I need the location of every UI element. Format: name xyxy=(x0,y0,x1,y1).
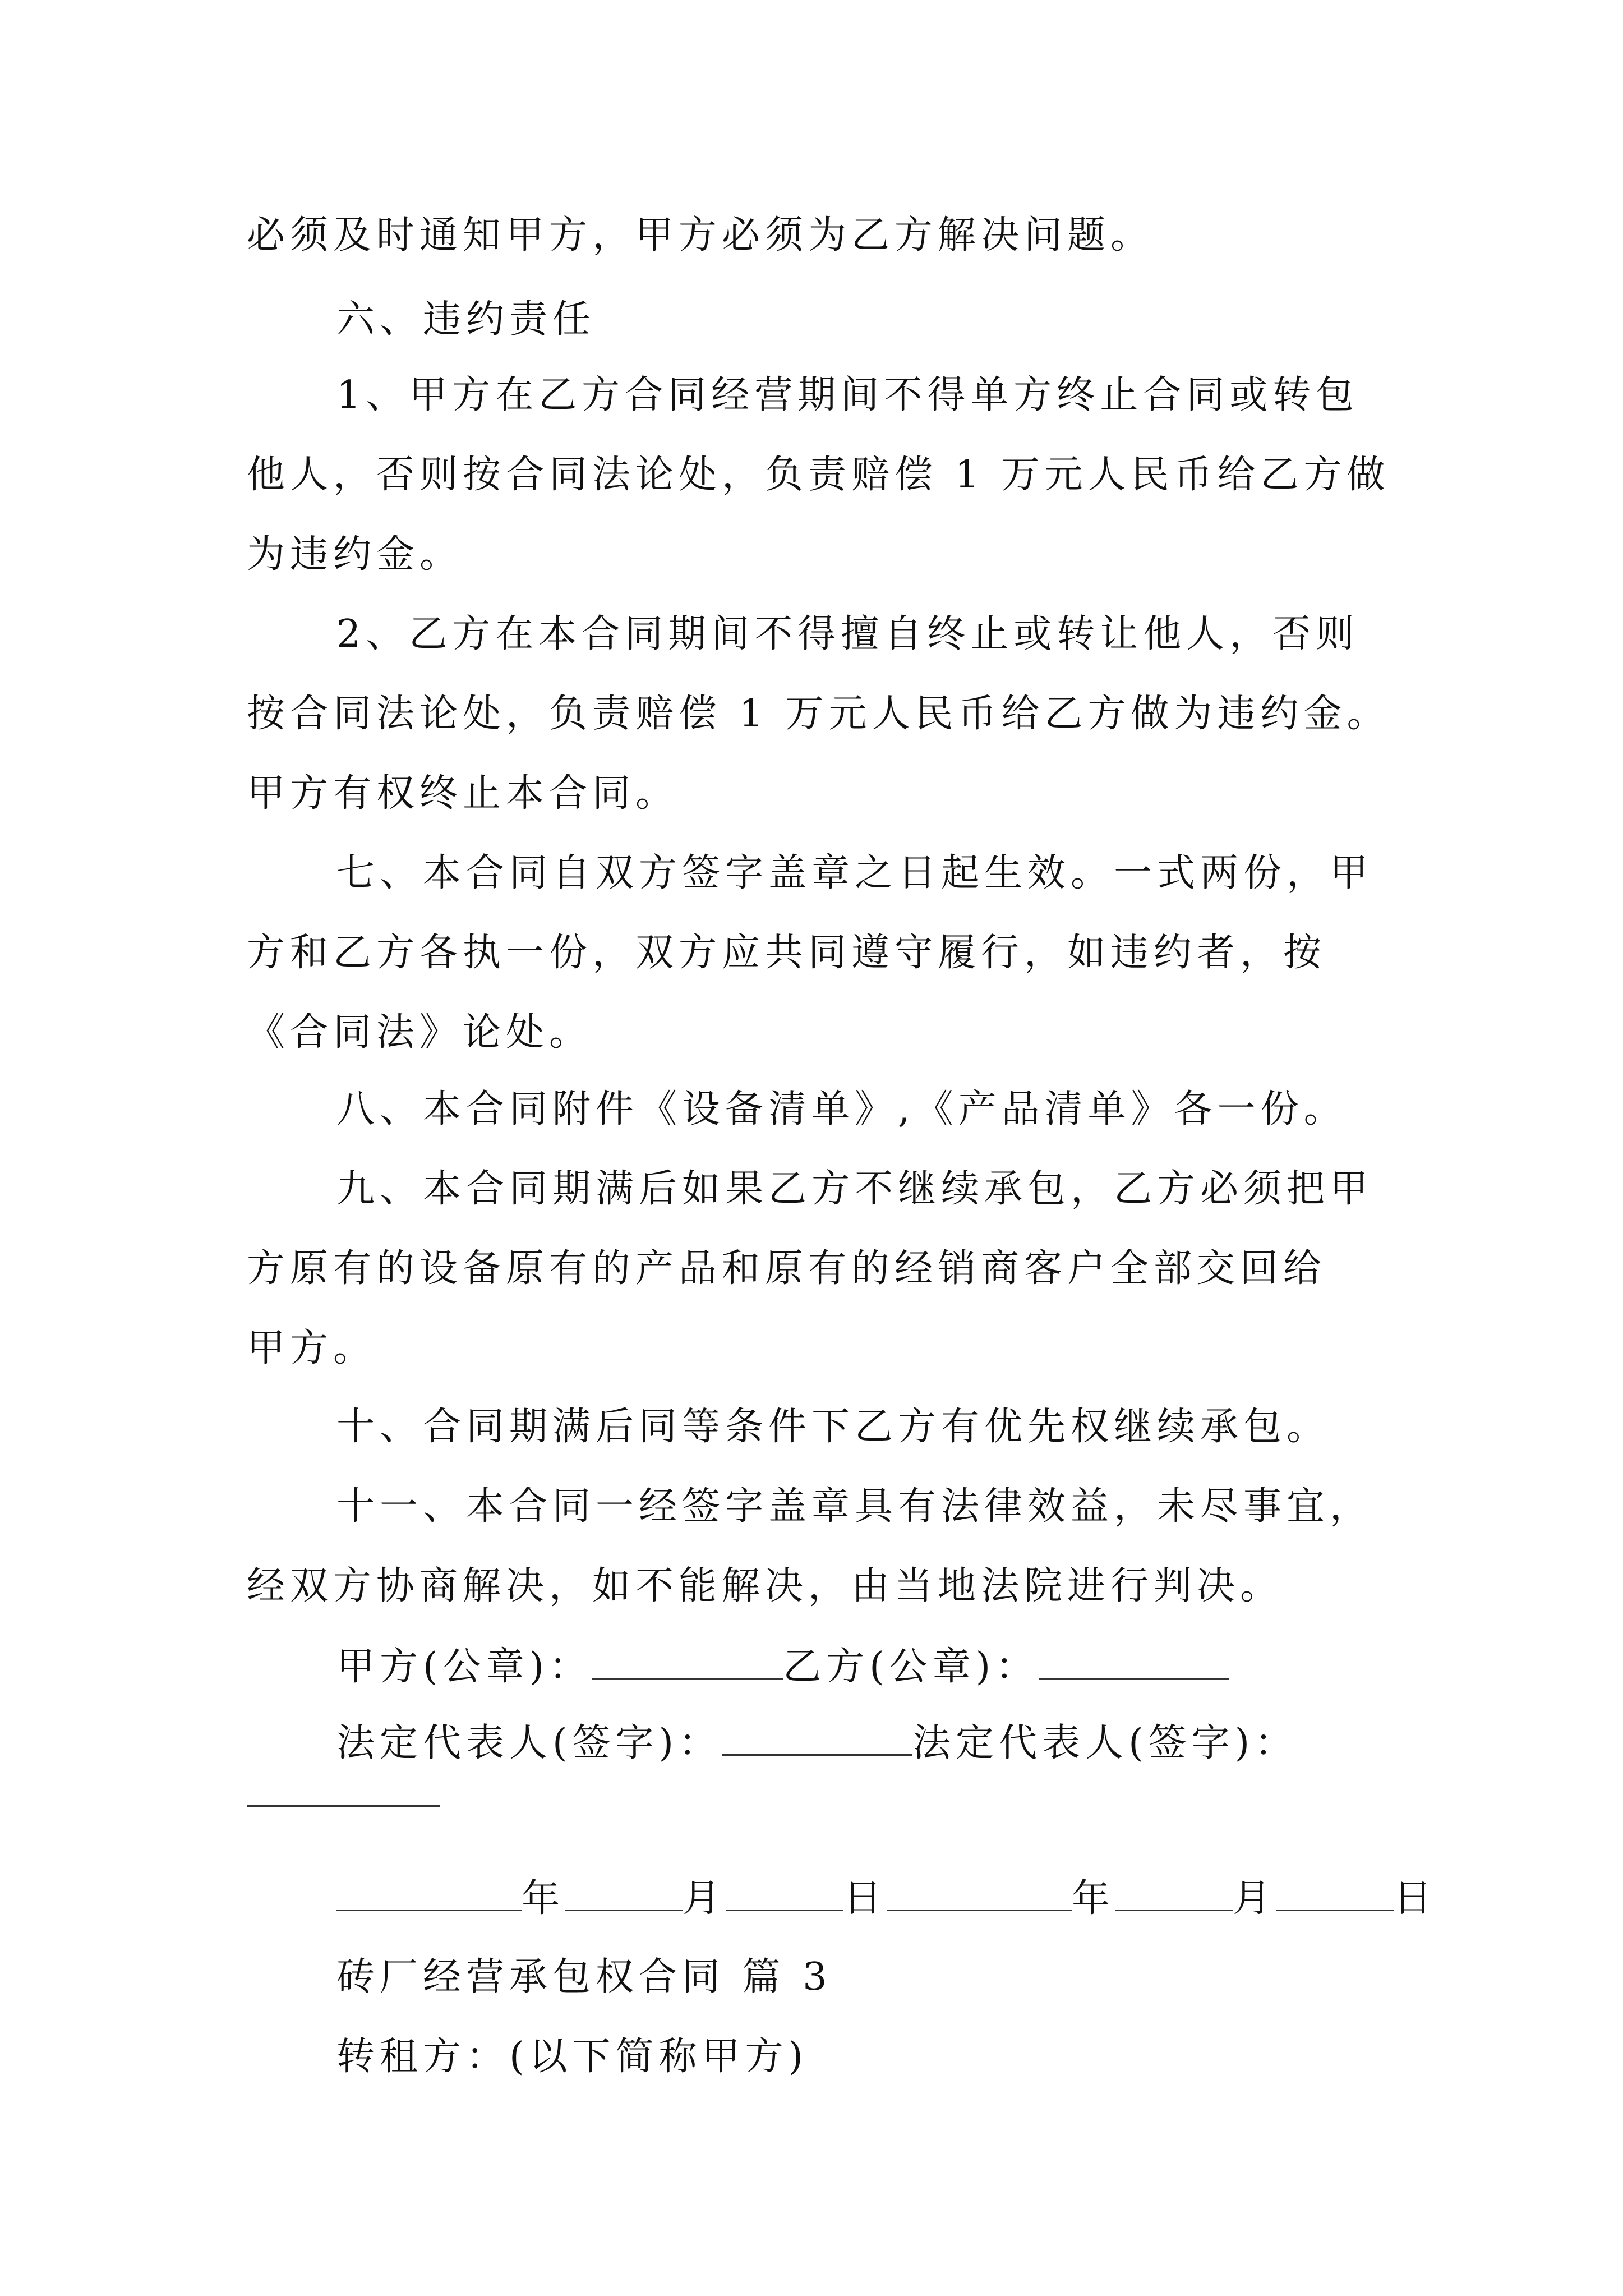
paragraph-line: 经双方协商解决，如不能解决，由当地法院进行判决。 xyxy=(247,1564,1284,1608)
lessor-line: 转租方：(以下简称甲方) xyxy=(336,2035,809,2079)
day-label-b: 日 xyxy=(1394,1876,1437,1921)
legal-rep-b-blank xyxy=(247,1805,440,1807)
paragraph-line: 1、甲方在乙方合同经营期间不得单方终止合同或转包 xyxy=(336,373,1359,417)
party-b-seal-label: 乙方(公章)： xyxy=(783,1645,1039,1689)
year-blank-a xyxy=(336,1876,522,1911)
month-blank-a xyxy=(565,1876,683,1911)
section-heading-breach: 六、违约责任 xyxy=(336,297,596,342)
paragraph-line: 甲方有权终止本合同。 xyxy=(247,771,679,816)
paragraph-line: 甲方。 xyxy=(247,1326,377,1370)
paragraph-line: 他人，否则按合同法论处，负责赔偿 1 万元人民币给乙方做 xyxy=(247,453,1390,497)
paragraph-line: 九、本合同期满后如果乙方不继续承包，乙方必须把甲 xyxy=(336,1167,1373,1211)
legal-rep-a-label: 法定代表人(签字)： xyxy=(336,1721,722,1765)
paragraph-line: 方和乙方各执一份，双方应共同遵守履行，如违约者，按 xyxy=(247,931,1327,975)
month-blank-b xyxy=(1115,1876,1233,1911)
paragraph-line: 十一、本合同一经签字盖章具有法律效益，未尽事宜， xyxy=(336,1484,1373,1529)
paragraph-line: 按合同法论处，负责赔偿 1 万元人民币给乙方做为违约金。 xyxy=(247,692,1390,736)
legal-rep-a-blank xyxy=(722,1720,912,1756)
paragraph-line: 2、乙方在本合同期间不得擅自终止或转让他人，否则 xyxy=(336,612,1359,656)
legal-rep-b-label: 法定代表人(签字)： xyxy=(912,1721,1298,1765)
paragraph-line: 七、本合同自双方签字盖章之日起生效。一式两份，甲 xyxy=(336,851,1373,895)
date-line xyxy=(336,1871,1437,1927)
year-blank-b xyxy=(887,1876,1072,1911)
paragraph-line: 十、合同期满后同等条件下乙方有优先权继续承包。 xyxy=(336,1405,1330,1449)
section-title: 砖厂经营承包权合同 篇 3 xyxy=(336,1955,832,1999)
paragraph-line: 必须及时通知甲方，甲方必须为乙方解决问题。 xyxy=(247,213,1154,257)
day-blank-a xyxy=(726,1876,843,1911)
paragraph-line: 八、本合同附件《设备清单》,《产品清单》各一份。 xyxy=(336,1087,1347,1131)
legal-rep-line xyxy=(336,1715,1298,1772)
paragraph-line: 方原有的设备原有的产品和原有的经销商客户全部交回给 xyxy=(247,1246,1327,1291)
year-label-a: 年 xyxy=(522,1876,565,1921)
day-blank-b xyxy=(1276,1876,1394,1911)
party-a-seal-blank xyxy=(592,1644,783,1680)
year-label-b: 年 xyxy=(1072,1876,1115,1921)
paragraph-line: 《合同法》论处。 xyxy=(247,1010,593,1055)
day-label-a: 日 xyxy=(843,1876,887,1921)
paragraph-line: 为违约金。 xyxy=(247,532,463,577)
party-a-seal-label: 甲方(公章)： xyxy=(336,1645,593,1689)
month-label-a: 月 xyxy=(683,1876,726,1921)
month-label-b: 月 xyxy=(1233,1876,1276,1921)
seal-line xyxy=(336,1639,1229,1695)
party-b-seal-blank xyxy=(1039,1644,1229,1680)
